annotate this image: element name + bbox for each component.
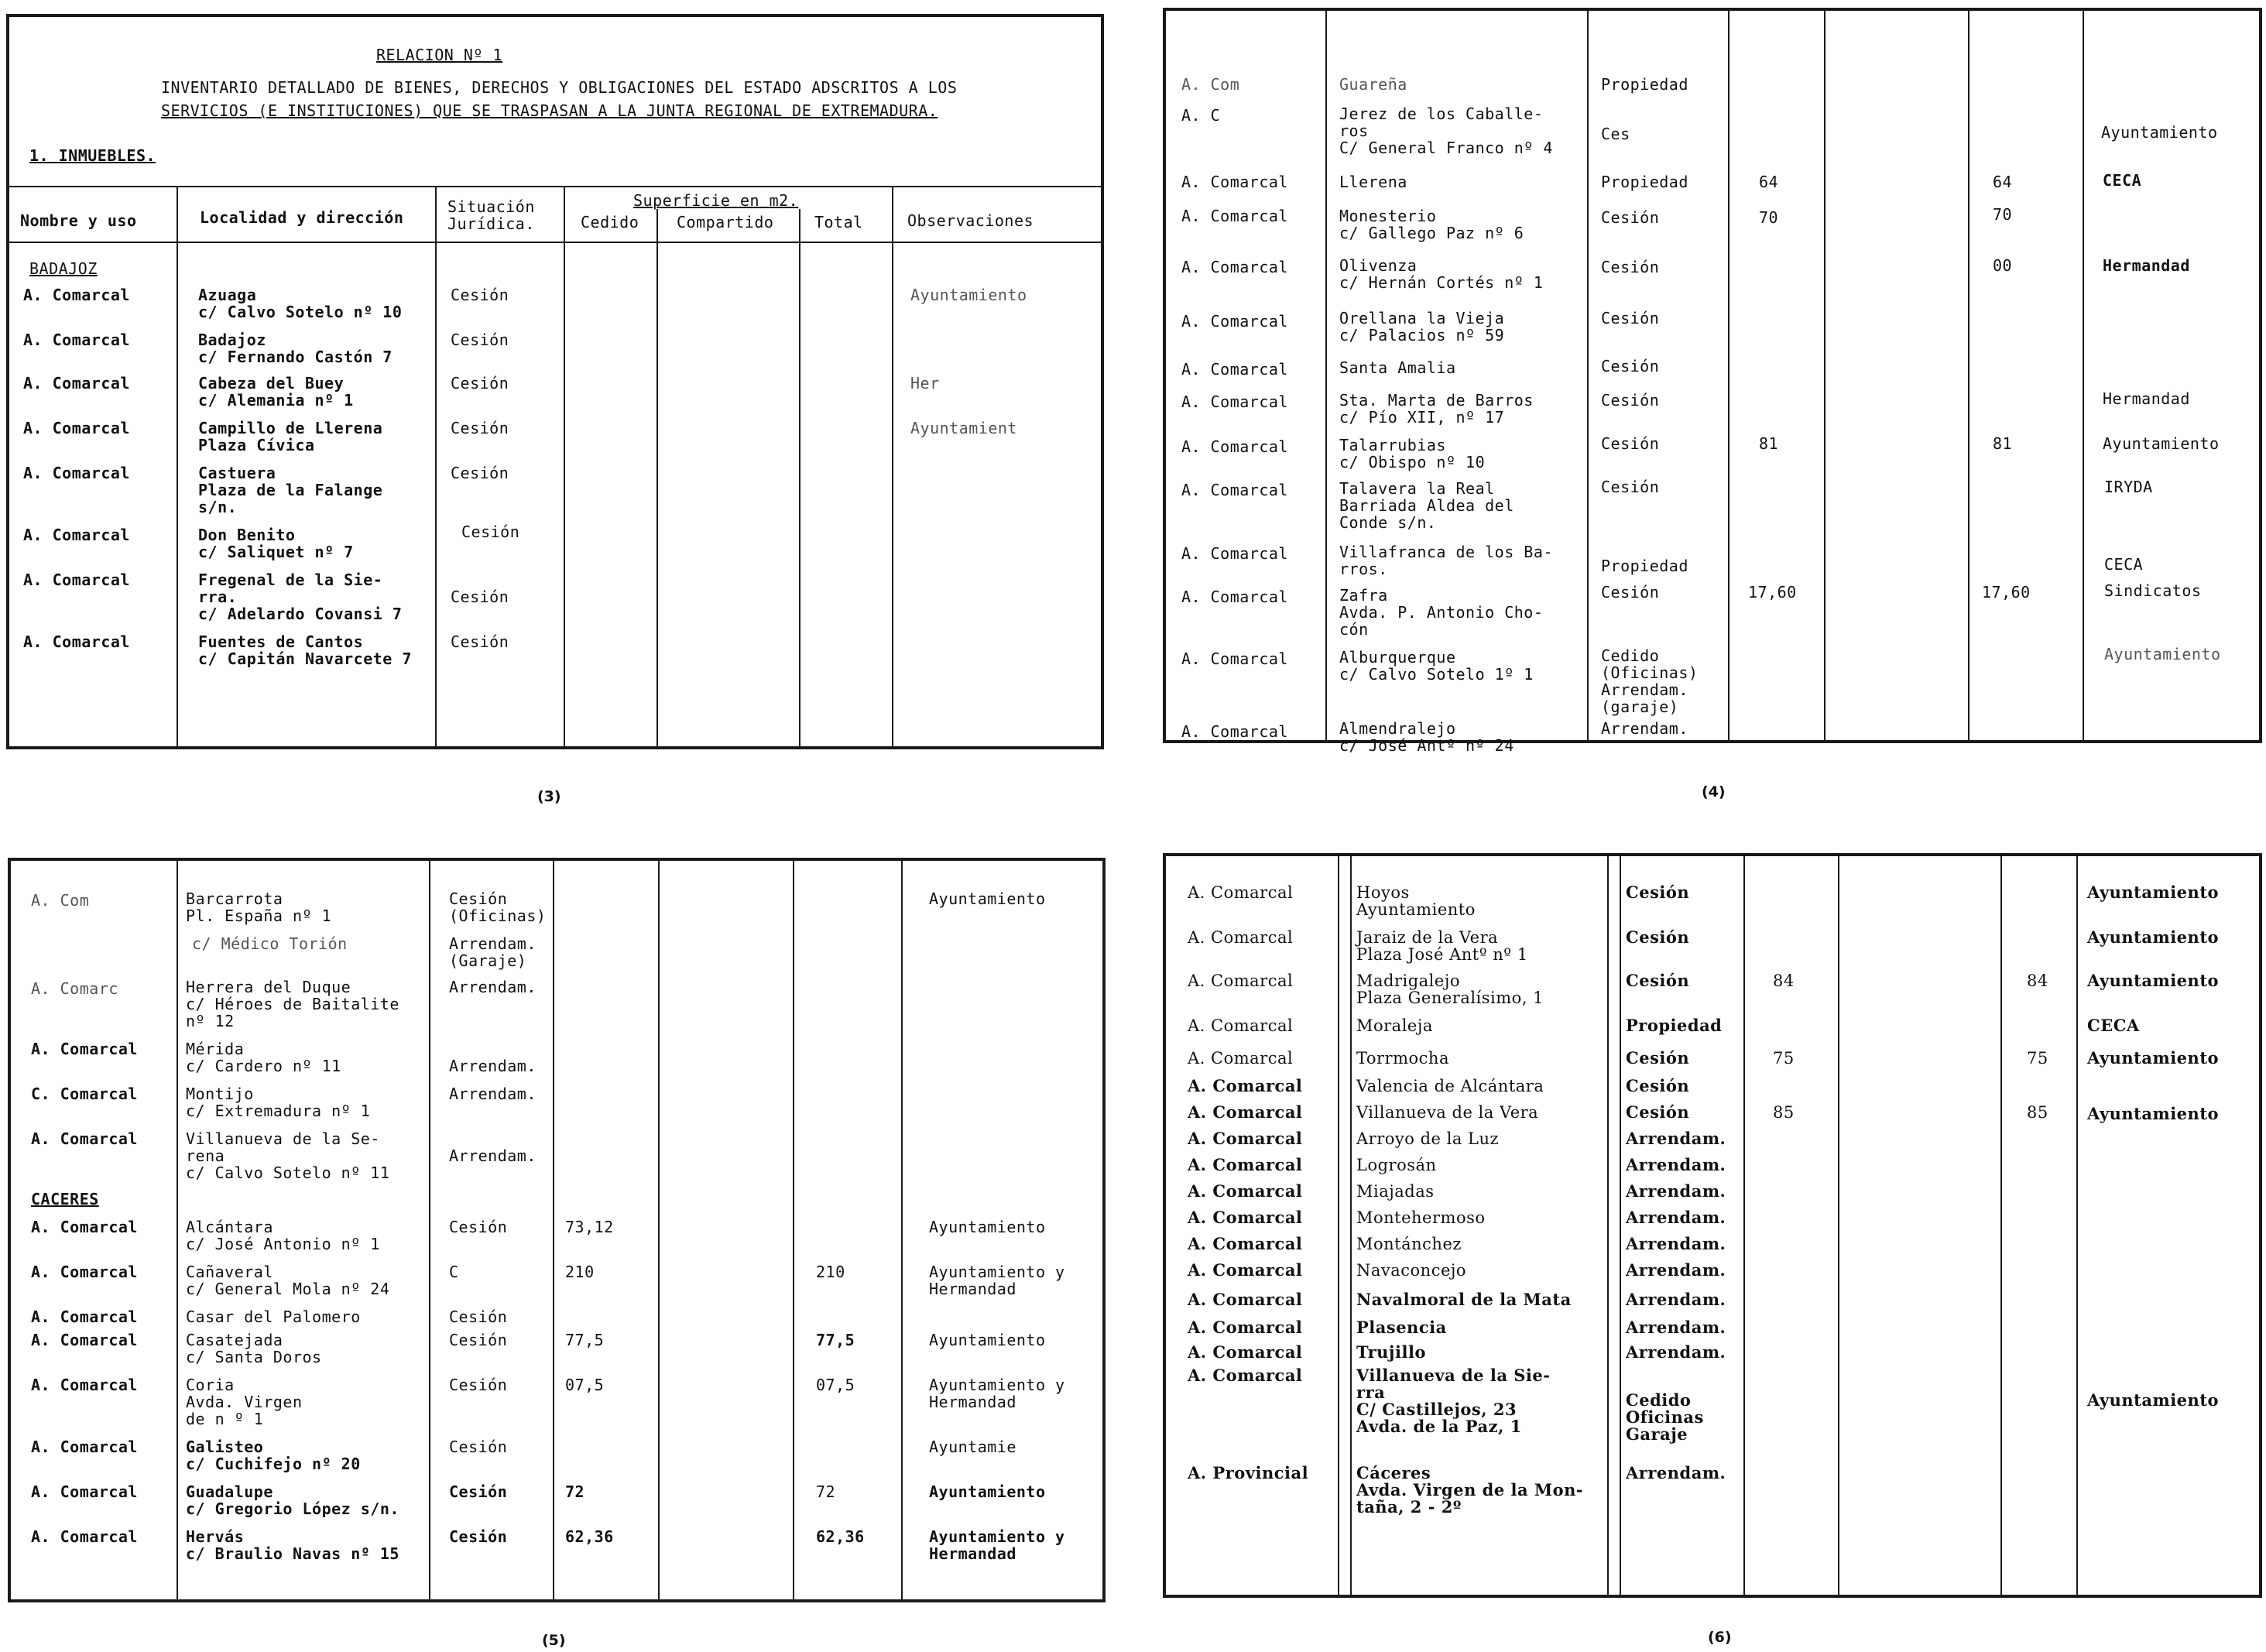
page-number-3: (3) — [537, 788, 561, 805]
section-heading: 1. INMUEBLES. — [29, 146, 156, 165]
province-badajoz: BADAJOZ — [29, 259, 98, 278]
province-caceres: CACERES — [31, 1190, 99, 1208]
header-superficie: Superficie en m2. — [633, 191, 799, 210]
page-number-4: (4) — [1702, 783, 1726, 800]
header-nombre: Nombre y uso — [20, 211, 137, 230]
panel-page-3: RELACION Nº 1 INVENTARIO DETALLADO DE BIENES, DERECHOS Y OBLIGACIONES DEL ESTADO ADSCRITOS A LOS SERVICIOS (E INSTITUCIONES) QUE SE TRASPASAN A LA JUNTA REGIONAL DE EXTREMADURA. 1. INMUEBLES. Nombre y uso Localidad y dirección Situación Jurídica. Superficie en m2. Cedido Compartido Total Observaciones BADAJOZ A. Comarcal Azuaga c/ Calvo Sotelo nº 10 Cesión Ayuntamiento A. Comarcal Badajoz c/ Fernando Castón 7 Cesión A. Comarcal Cabeza del Buey c/ Alemania nº 1 Cesión Her A. Comarcal Campillo de Llerena Plaza Cívica Cesión Ayuntamient A. Comarcal Castuera Plaza de la Falange s/n. Cesión A. Comarcal Don Benito c/ Saliquet nº 7 Cesión A. Comarcal Fregenal de la Sie- rra. c/ Adelardo Covansi 7 Cesión A. Comarcal Fuentes de Cantos c/ Capitán Navarcete 7 Cesión — [6, 14, 1104, 749]
page-number-6: (6) — [1708, 1629, 1732, 1646]
header-total: Total — [814, 213, 863, 231]
panel-page-6: A. Comarcal Hoyos Ayuntamiento Cesión Ayuntamiento A. Comarcal Jaraiz de la Vera Plaza José Antº nº 1 Cesión Ayuntamiento A. Comarcal Madrigalejo Plaza Generalísimo, 1 Cesión 84 84 Ayuntamiento A. Comarcal Moraleja Propiedad CECA A. Comarcal Torrmocha Cesión 75 75 Ayuntamiento A. Comarcal Valencia de Alcántara Cesión A. Comarcal Villanueva de la Vera Cesión 85 85 Ayuntamiento A. Comarcal Arroyo de la Luz Arrendam. A. Comarcal Logrosán Arrendam. A. Comarcal Miajadas Arrendam. A. Comarcal Montehermoso Arrendam. A. Comarcal Montánchez Arrendam. A. Comarcal Navaconcejo Arrendam. A. Comarcal Navalmoral de la Mata Arrendam. A. Comarcal Plasencia Arrendam. A. Comarcal Trujillo Arrendam. A. Comarcal Villanueva de la Sie- rra C/ Castillejos, 23 Avda. de la Paz, 1 Cedido Oficinas Garaje Ayuntamiento A. Provincial Cáceres Avda. Virgen de la Mon- taña, 2 - 2º Arrendam. — [1163, 853, 2262, 1598]
page-number-5: (5) — [542, 1632, 566, 1649]
header-cedido: Cedido — [581, 213, 639, 231]
header-observaciones: Observaciones — [907, 211, 1034, 230]
header-compartido: Compartido — [677, 213, 774, 231]
title-line-2: SERVICIOS (E INSTITUCIONES) QUE SE TRASPASAN A LA JUNTA REGIONAL DE EXTREMADURA. — [161, 101, 938, 120]
title-line-1: INVENTARIO DETALLADO DE BIENES, DERECHOS Y OBLIGACIONES DEL ESTADO ADSCRITOS A LOS — [161, 78, 958, 97]
header-localidad: Localidad y dirección — [200, 208, 404, 227]
panel-page-5: A. Com Barcarrota Pl. España nº 1 Cesión (Oficinas) Ayuntamiento c/ Médico Torión Arrendam. (Garaje) A. Comarc Herrera del Duque c/ Héroes de Baitalite nº 12 Arrendam. A. Comarcal Mérida c/ Cardero nº 11 Arrendam. C. Comarcal Montijo c/ Extremadura nº 1 Arrendam. A. Comarcal Villanueva de la Se- rena c/ Calvo Sotelo nº 11 Arrendam. CACERES A. Comarcal Alcántara c/ José Antonio nº 1 Cesión 73,12 Ayuntamiento A. Comarcal Cañaveral c/ General Mola nº 24 C 210 210 Ayuntamiento y Hermandad A. Comarcal Casar del Palomero Cesión A. Comarcal Casatejada c/ Santa Doros Cesión 77,5 77,5 Ayuntamiento A. Comarcal Coria Avda. Virgen de n º 1 Cesión 07,5 07,5 Ayuntamiento y Hermandad A. Comarcal Galisteo c/ Cuchifejo nº 20 Cesión Ayuntamie A. Comarcal Guadalupe c/ Gregorio López s/n. Cesión 72 72 Ayuntamiento A. Comarcal Hervás c/ Braulio Navas nº 15 Cesión 62,36 62,36 Ayuntamiento y Hermandad — [8, 858, 1106, 1602]
panel-page-4: A. Com Guareña Propiedad A. C Jerez de los Caballe- ros C/ General Franco nº 4 Ces Ayuntamiento A. Comarcal Llerena Propiedad 64 64 CECA A. Comarcal Monesterio c/ Gallego Paz nº 6 Cesión 70 70 A. Comarcal Olivenza c/ Hernán Cortés nº 1 Cesión 00 Hermandad A. Comarcal Orellana la Vieja c/ Palacios nº 59 Cesión A. Comarcal Santa Amalia Cesión A. Comarcal Sta. Marta de Barros c/ Pío XII, nº 17 Cesión Hermandad A. Comarcal Talarrubias c/ Obispo nº 10 Cesión 81 81 Ayuntamiento A. Comarcal Talavera la Real Barriada Aldea del Conde s/n. Cesión IRYDA A. Comarcal Villafranca de los Ba- rros. Propiedad CECA A. Comarcal Zafra Avda. P. Antonio Cho- cón Cesión 17,60 17,60 Sindicatos A. Comarcal Alburquerque c/ Calvo Sotelo 1º 1 Cedido (Oficinas) Arrendam. (garaje) Ayuntamiento A. Comarcal Almendralejo c/ José Antº nº 24 Arrendam. — [1163, 8, 2262, 743]
header-situacion: Situación Jurídica. — [447, 197, 535, 233]
relacion-heading: RELACION Nº 1 — [376, 46, 503, 64]
